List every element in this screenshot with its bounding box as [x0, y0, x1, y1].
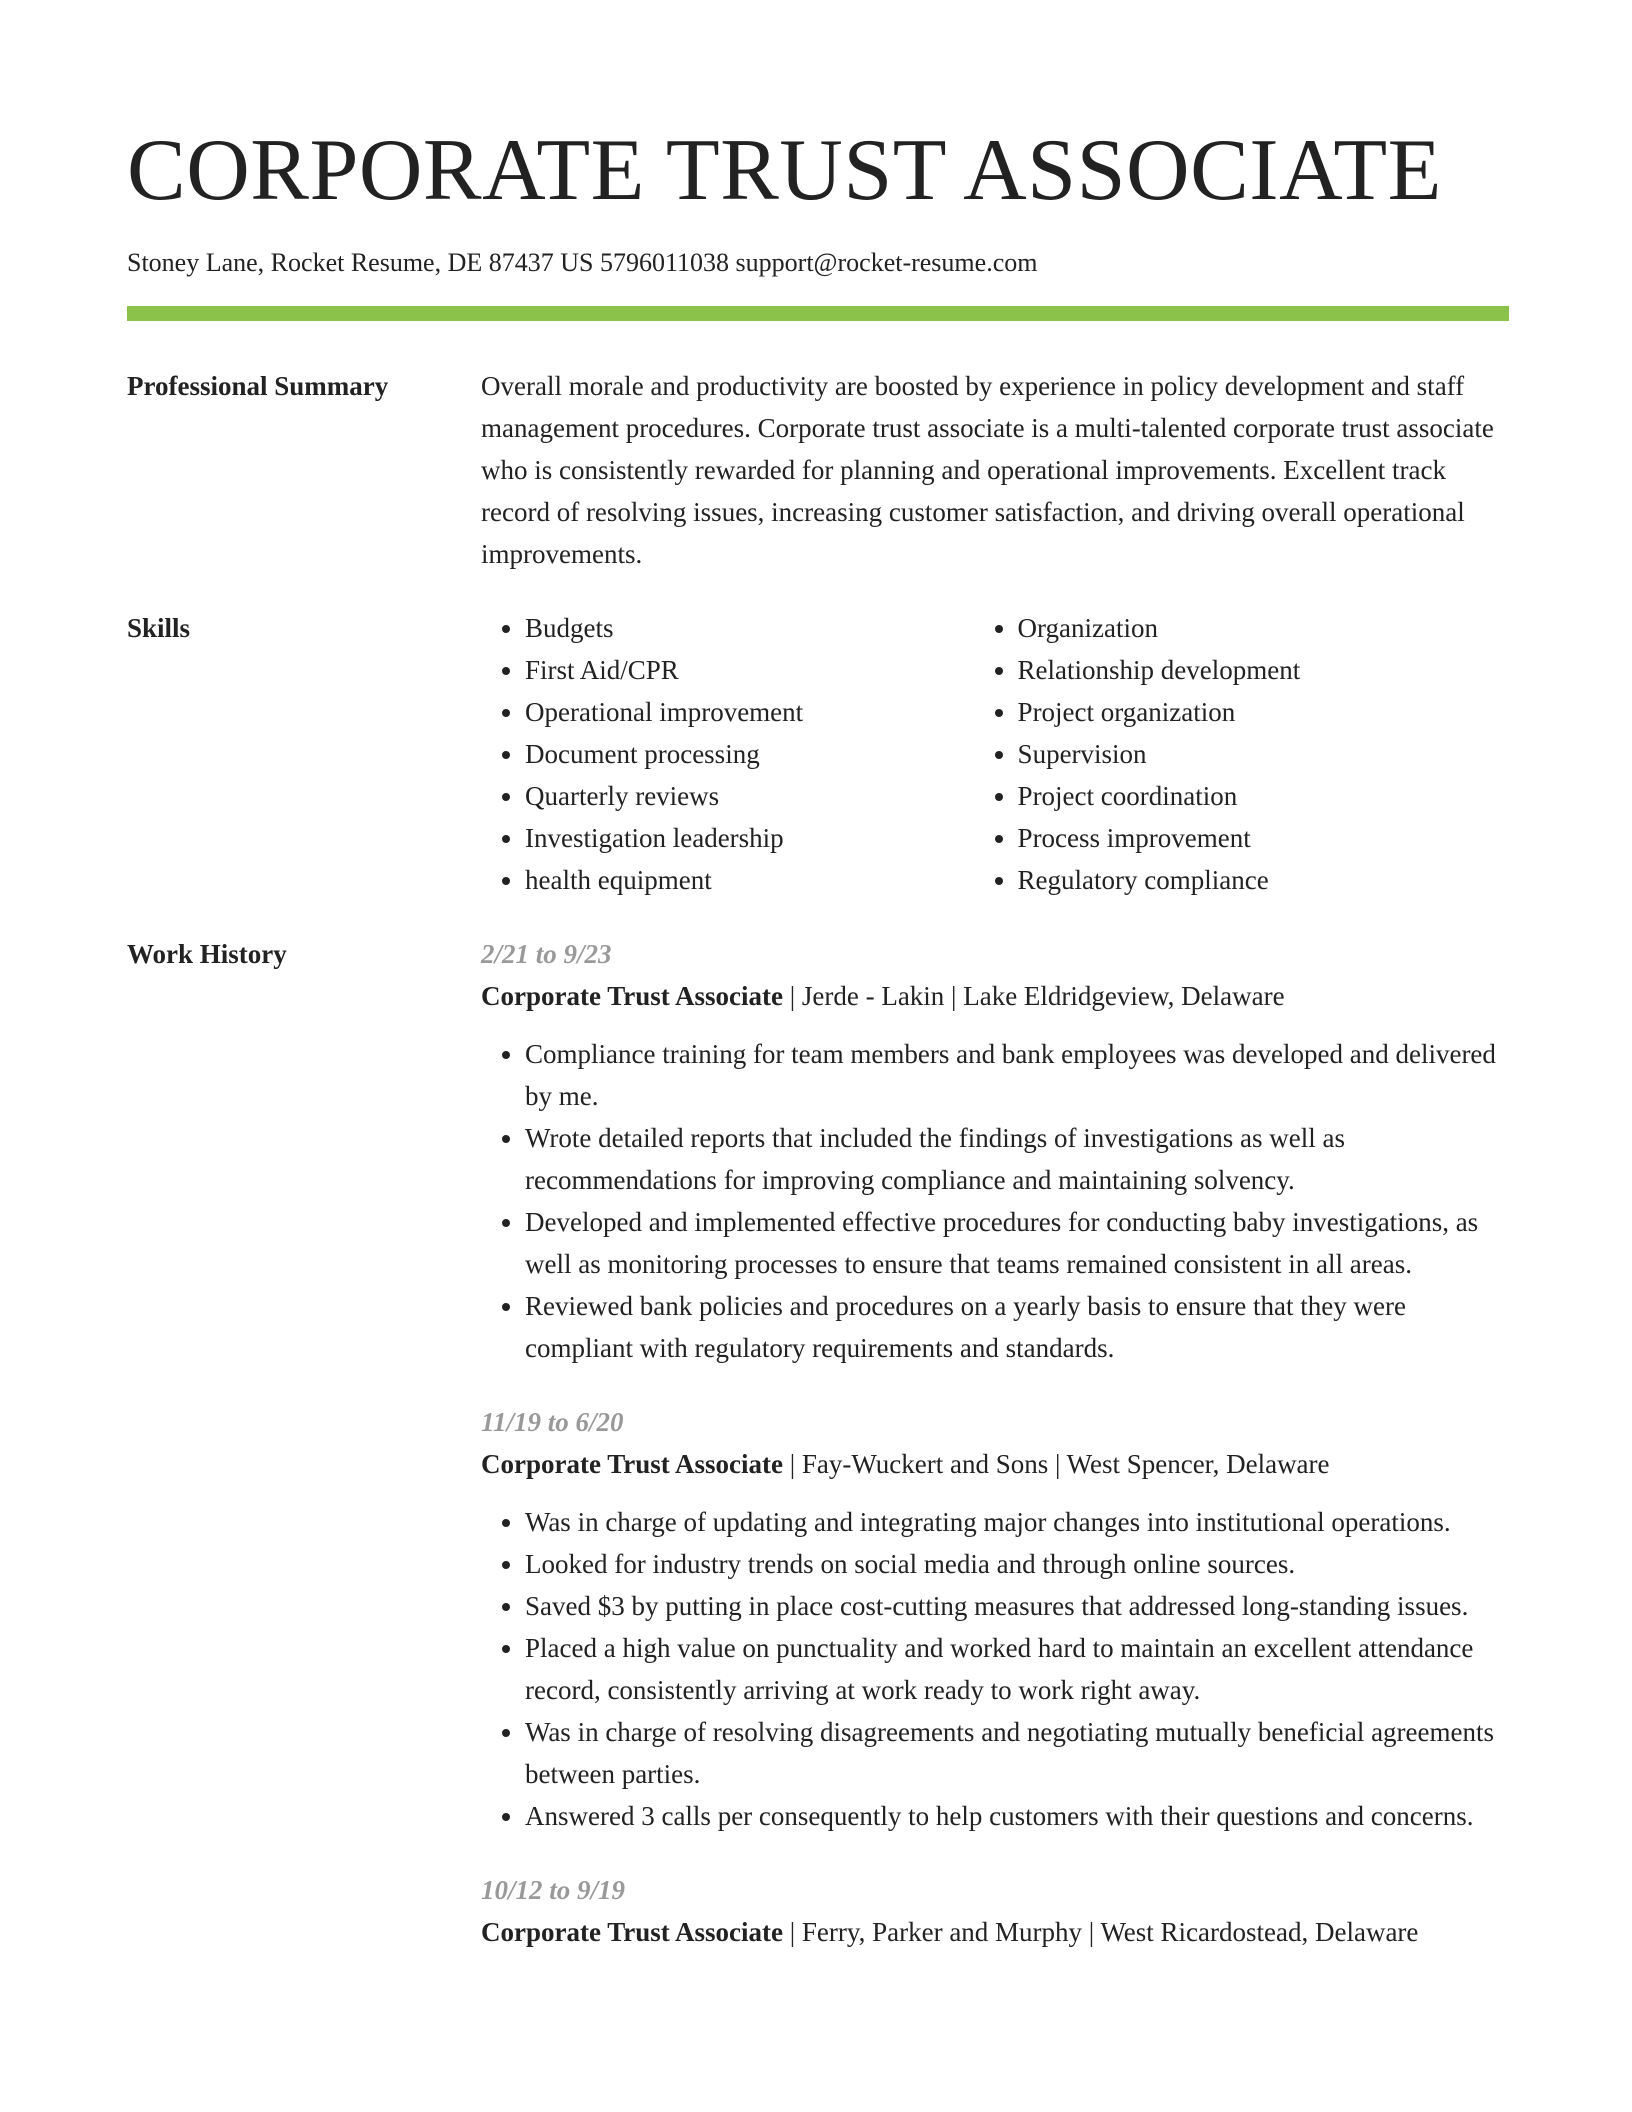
- job-heading: [481, 1911, 1509, 1953]
- job-heading: [481, 975, 1509, 1017]
- accent-divider: [127, 306, 1509, 321]
- contact-email: support@rocket-resume.com: [735, 248, 1038, 277]
- contact-line: [127, 246, 1509, 280]
- contact-phone: 5796011038: [600, 248, 730, 277]
- job-bullet: • Developed and implemented effective procedures for conducting baby investigations, as well as monitoring processes to ensure that teams remained consistent in all areas.: [525, 1201, 1509, 1285]
- work-history-section: [127, 933, 1509, 1953]
- section-label-summary: Professional Summary: [127, 371, 389, 401]
- job-entry: [481, 933, 1509, 1369]
- job-title: Corporate Trust Associate: [481, 1449, 783, 1479]
- section-label-skills: Skills: [127, 613, 191, 643]
- job-bullet: • Saved $3 by putting in place cost-cutting measures that addressed long-standing issues.: [525, 1585, 1509, 1627]
- job-bullet: • Was in charge of updating and integrating major changes into institutional operations.: [525, 1501, 1509, 1543]
- resume-page: [127, 0, 1509, 1953]
- job-bullet: • Was in charge of resolving disagreements and negotiating mutually beneficial agreements between parties.: [525, 1711, 1509, 1795]
- skill-item: • Supervision: [1018, 733, 1509, 775]
- job-employer-location: | Fay-Wuckert and Sons | West Spencer, Delaware: [782, 1449, 1330, 1479]
- skill-item: • Quarterly reviews: [525, 775, 974, 817]
- skill-item: • health equipment: [525, 859, 974, 901]
- job-bullet-list: [481, 1033, 1509, 1369]
- skill-item: • Project coordination: [1018, 775, 1509, 817]
- skills-list-left: [481, 607, 974, 901]
- skill-item: • Process improvement: [1018, 817, 1509, 859]
- job-employer-location: | Ferry, Parker and Murphy | West Ricardostead, Delaware: [782, 1917, 1419, 1947]
- contact-address: Stoney Lane, Rocket Resume, DE 87437 US: [127, 248, 594, 277]
- skill-item: • Operational improvement: [525, 691, 974, 733]
- summary-text: Overall morale and productivity are boosted by experience in policy development and staff management procedures. Corporate trust associate is a multi-talented corporate trust associate who is consistently rewarded for planning and operational improvements. Excellent track record of resolving issues, increasing customer satisfaction, and driving overall operational improvements.: [481, 371, 1494, 569]
- job-bullet: • Wrote detailed reports that included the findings of investigations as well as recommendations for improving compliance and maintaining solvency.: [525, 1117, 1509, 1201]
- resume-title: CORPORATE TRUST ASSOCIATE: [127, 122, 1442, 219]
- skill-item: • Regulatory compliance: [1018, 859, 1509, 901]
- skill-item: • Organization: [1018, 607, 1509, 649]
- skills-list-right: [974, 607, 1509, 901]
- job-dates: 10/12 to 9/19: [481, 1875, 626, 1905]
- job-bullet: • Answered 3 calls per consequently to help customers with their questions and concerns.: [525, 1795, 1509, 1837]
- job-dates: 11/19 to 6/20: [481, 1407, 624, 1437]
- skill-item: • Investigation leadership: [525, 817, 974, 859]
- job-dates: 2/21 to 9/23: [481, 939, 612, 969]
- job-bullet: • Reviewed bank policies and procedures on a yearly basis to ensure that they were compliant with regulatory requirements and standards.: [525, 1285, 1509, 1369]
- job-entry: [481, 1869, 1509, 1953]
- job-employer-location: | Jerde - Lakin | Lake Eldridgeview, Delaware: [782, 981, 1285, 1011]
- summary-section: [127, 365, 1509, 575]
- job-entry: [481, 1401, 1509, 1837]
- skills-section: [127, 607, 1509, 901]
- job-bullet-list: [481, 1501, 1509, 1837]
- job-bullet: • Placed a high value on punctuality and worked hard to maintain an excellent attendance record, consistently arriving at work ready to work right away.: [525, 1627, 1509, 1711]
- skill-item: • Project organization: [1018, 691, 1509, 733]
- job-title: Corporate Trust Associate: [481, 981, 783, 1011]
- skill-item: • Relationship development: [1018, 649, 1509, 691]
- job-heading: [481, 1443, 1509, 1485]
- skill-item: • First Aid/CPR: [525, 649, 974, 691]
- job-title: Corporate Trust Associate: [481, 1917, 783, 1947]
- skill-item: • Document processing: [525, 733, 974, 775]
- job-bullet: • Looked for industry trends on social media and through online sources.: [525, 1543, 1509, 1585]
- skill-item: • Budgets: [525, 607, 974, 649]
- section-label-work-history: Work History: [127, 939, 287, 969]
- job-bullet: • Compliance training for team members and bank employees was developed and delivered by me.: [525, 1033, 1509, 1117]
